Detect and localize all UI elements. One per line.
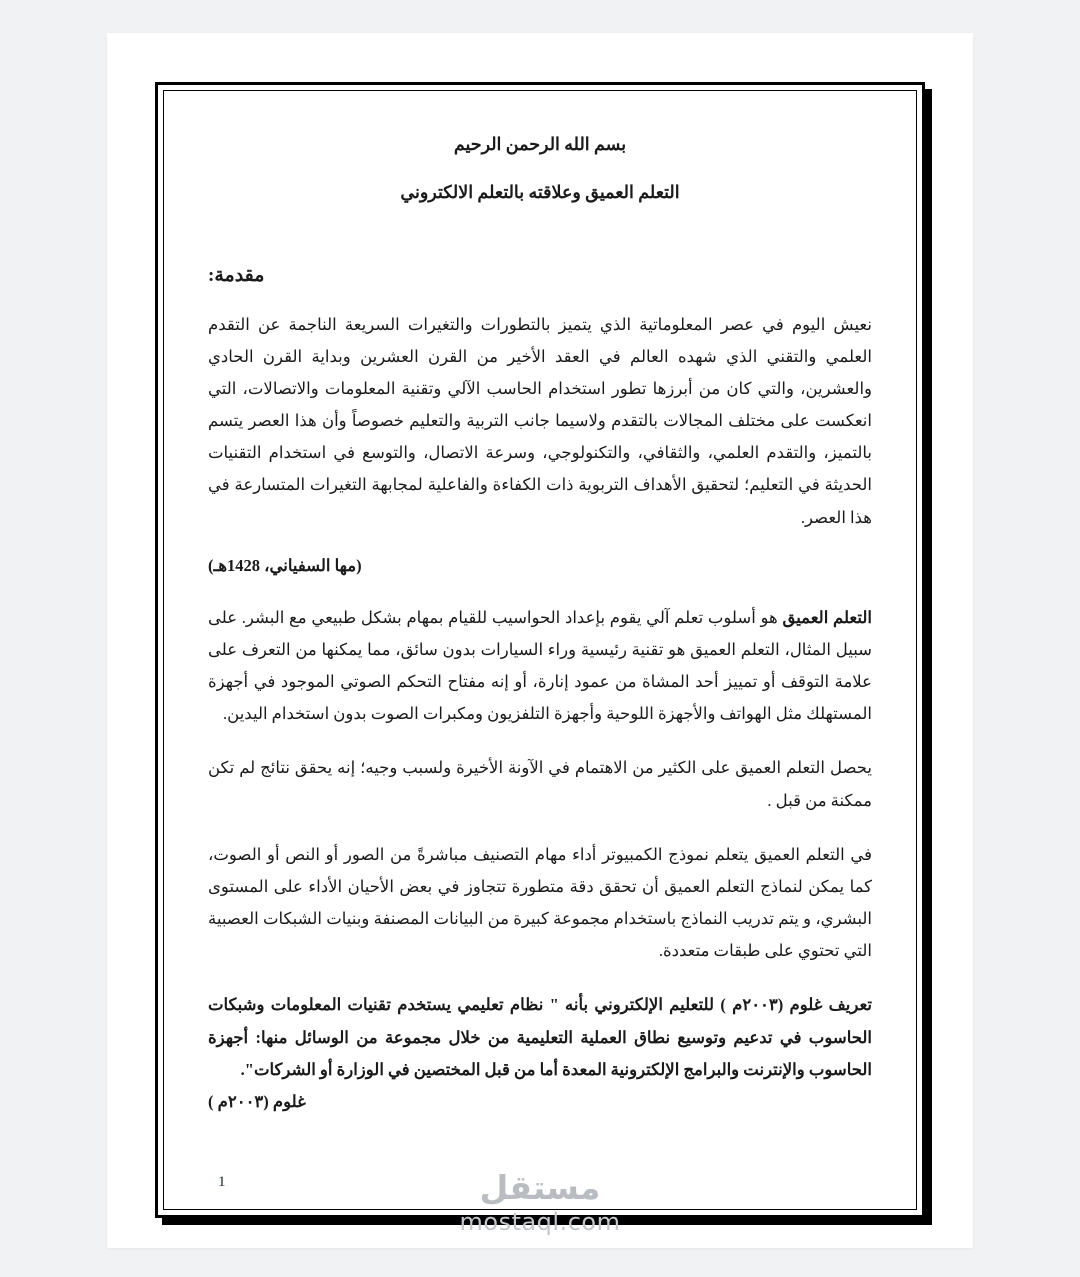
paragraph-eleaning-definition xyxy=(208,989,872,1118)
mostaql-logo-text: مستقل xyxy=(479,1168,601,1208)
document-title: التعلم العميق وعلاقته بالتعلم الالكتروني xyxy=(400,182,680,203)
paragraph-elearning-source: غلوم (٢٠٠٣م ) xyxy=(208,1091,306,1111)
mostaql-domain-text: mostaql.com xyxy=(459,1208,621,1236)
page-number: 1 xyxy=(218,1174,226,1190)
section-heading-introduction: مقدمة: xyxy=(208,264,265,286)
page-border-frame xyxy=(155,82,925,1218)
document-page xyxy=(107,33,973,1248)
citation-sufyani: (مها السفياني، 1428هـ) xyxy=(208,555,362,575)
basmala-line: بسم الله الرحمن الرحيم xyxy=(453,134,627,154)
paragraph-deep-learning-lead: التعلم العميق xyxy=(782,607,872,627)
paragraph-introduction: نعيش اليوم في عصر المعلوماتية الذي يتميز بالتطورات والتغيرات السريعة الناجمة عن التقدم العلمي والتقني الذي شهده العالم في العقد الأخير من القرن العشرين وبداية القرن الحادي والعشرين، والتي كان من أبرزها تطور استخدام الحاسب الآلي وتقنية المعلومات والاتصالات، التي انعكست على مختلف المجالات بالتقدم ولاسيما جانب التربية والتعليم خصوصاً وأن هذا العصر يتسم بالتميز، والتقدم العلمي، والثقافي، والتكنولوجي، وسرعة الاتصال، والتوسع في استخدام التقنيات الحديثة في التعليم؛ لتحقيق الأهداف التربوية ذات الكفاءة والفاعلية لمجابهة التغيرات المتسارعة في هذا العصر. xyxy=(208,314,872,527)
document-content xyxy=(208,131,872,1195)
paragraph-deep-learning-model: في التعلم العميق يتعلم نموذج الكمبيوتر أداء مهام التصنيف مباشرةً من الصور أو النص أو الصوت، كما يمكن لنماذج التعلم العميق أن تحقق دقة متطورة تتجاوز في بعض الأحيان الأداء على المستوى البشري، و يتم تدريب النماذج باستخدام مجموعة كبيرة من البيانات المصنفة وبنيات الشبكات العصبية التي تحتوي على طبقات متعددة. xyxy=(208,844,872,961)
paragraph-elearning-text: " نظام تعليمي يستخدم تقنيات المعلومات وشبكات الحاسوب في تدعيم وتوسيع نطاق العملية التعليمية من خلال مجموعة من الوسائل منها: أجهزة الحاسوب والإنترنت والبرامج الإلكترونية المعدة أما من قبل المختصين في الوزارة أو الشركات". xyxy=(208,995,872,1079)
paragraph-elearning-lead: تعريف غلوم (٢٠٠٣م ) للتعليم الإلكتروني بأنه xyxy=(565,995,873,1015)
paragraph-deep-learning-attention: يحصل التعلم العميق على الكثير من الاهتمام في الآونة الأخيرة ولسبب وجيه؛ إنه يحقق نتائج لم تكن ممكنة من قبل . xyxy=(208,758,872,810)
paragraph-deep-learning-definition xyxy=(208,602,872,731)
paragraph-deep-learning-text: هو أسلوب تعلم آلي يقوم بإعداد الحواسيب للقيام بمهام بشكل طبيعي مع البشر. على سبيل المثال، التعلم العميق هو تقنية رئيسية وراء السيارات بدون سائق، مما يمكنها من التعرف على علامة التوقف أو تمييز أحد المشاة من عمود إنارة، أو إنه مفتاح التحكم الصوتي الموجود في أجهزة المستهلك مثل الهواتف والأجهزة اللوحية وأجهزة التلفزيون ومكبرات الصوت بدون استخدام اليدين. xyxy=(208,607,872,724)
